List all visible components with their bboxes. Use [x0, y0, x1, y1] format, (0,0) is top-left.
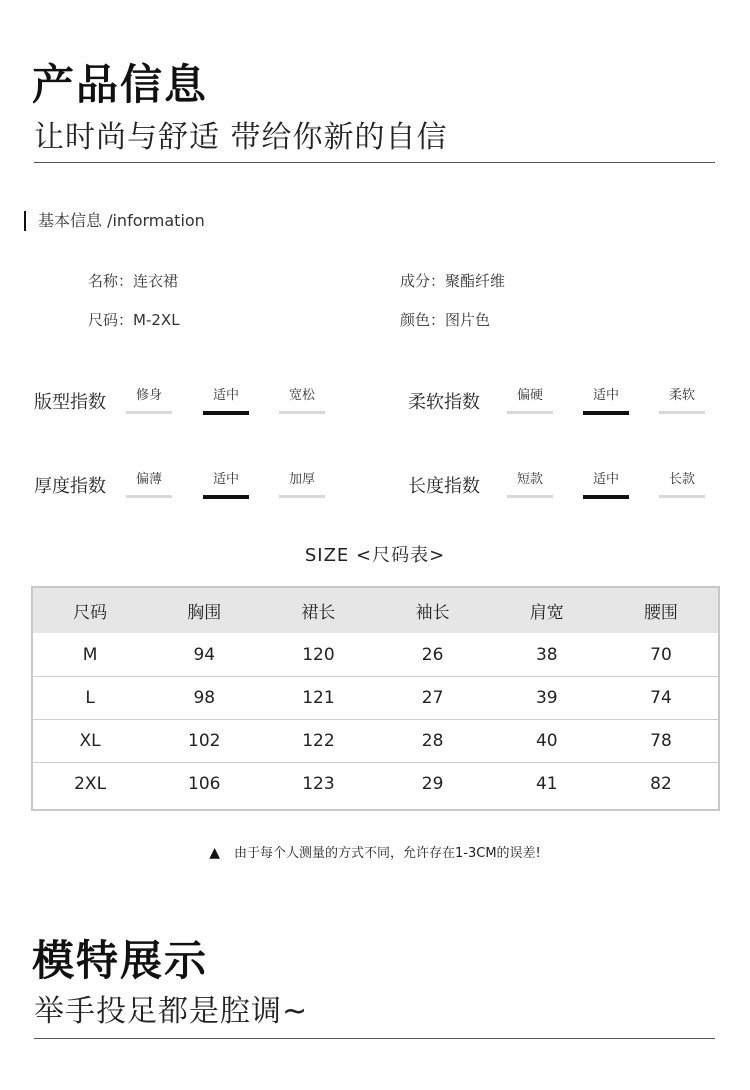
fit-index-label: 版型指数: [34, 392, 106, 413]
option-label: 适中: [212, 472, 239, 487]
option-bar: [203, 495, 249, 499]
table-header-cell: 胸围: [187, 603, 222, 623]
option-label: 加厚: [288, 472, 315, 487]
option-bar: [659, 411, 705, 414]
option-label: 适中: [592, 388, 619, 403]
option-label: 修身: [135, 388, 162, 403]
info-size: [88, 309, 180, 330]
table-cell: 106: [188, 774, 221, 794]
info-color: [400, 309, 490, 330]
table-cell: 41: [535, 774, 558, 794]
table-row: [33, 719, 718, 762]
option-label: 适中: [592, 472, 619, 487]
table-row: [33, 633, 718, 676]
table-cell: 38: [535, 644, 558, 665]
fit-option-slim: [126, 384, 172, 414]
table-cell: 122: [302, 731, 335, 751]
softness-option-soft: [659, 384, 705, 414]
measurement-notice: [0, 842, 750, 861]
table-cell: 40: [535, 731, 558, 751]
table-cell: M: [82, 644, 98, 665]
table-row: [33, 676, 718, 719]
table-cell: 39: [535, 688, 558, 708]
thickness-index-label: 厚度指数: [34, 476, 106, 497]
option-label: 长款: [668, 472, 695, 487]
table-cell: 82: [650, 774, 672, 794]
option-bar: [507, 411, 553, 414]
table-cell: 70: [650, 644, 672, 665]
table-row: [33, 762, 718, 805]
softness-index-label: 柔软指数: [408, 392, 480, 413]
table-header-cell: 肩宽: [529, 603, 564, 623]
table-cell: 78: [650, 731, 672, 751]
length-option-long: [659, 468, 705, 498]
table-cell: 29: [421, 774, 444, 794]
table-header-cell: 腰围: [643, 603, 678, 623]
length-option-short: [507, 468, 553, 498]
warning-icon: ▲: [209, 845, 221, 861]
length-option-medium: [583, 468, 629, 499]
info-label: 成分：: [400, 272, 446, 290]
table-header-cell: 尺码: [73, 603, 108, 623]
product-info-title: 产品信息: [32, 60, 209, 109]
table-cell: 2XL: [74, 774, 107, 794]
table-cell: 120: [302, 644, 335, 665]
info-value: 连衣裙: [133, 272, 179, 290]
table-cell: 26: [421, 644, 444, 665]
divider-line: [34, 162, 715, 163]
option-label: 宽松: [288, 388, 315, 403]
info-label: 颜色：: [400, 311, 446, 329]
model-show-subtitle: 举手投足都是腔调~: [34, 994, 309, 1029]
table-cell: 121: [302, 688, 335, 708]
info-value: M-2XL: [133, 311, 180, 329]
option-label: 短款: [516, 472, 543, 487]
table-cell: XL: [79, 731, 101, 751]
option-bar: [583, 495, 629, 499]
option-bar: [279, 411, 325, 414]
divider-line: [34, 1038, 715, 1039]
info-label: 尺码：: [88, 311, 134, 329]
option-bar: [126, 495, 172, 498]
option-bar: [507, 495, 553, 498]
table-cell: L: [85, 688, 95, 708]
softness-option-medium: [583, 384, 629, 415]
table-cell: 123: [302, 774, 335, 794]
table-cell: 27: [421, 688, 444, 708]
table-cell: 98: [193, 688, 216, 708]
table-cell: 102: [188, 731, 221, 751]
option-bar: [126, 411, 172, 414]
size-chart-title: SIZE <尺码表>: [304, 545, 446, 566]
option-bar: [583, 411, 629, 415]
info-label: 名称：: [88, 272, 134, 290]
option-bar: [203, 411, 249, 415]
length-index-label: 长度指数: [408, 476, 480, 497]
info-name: [88, 270, 178, 291]
thickness-option-medium: [203, 468, 249, 499]
softness-option-hard: [507, 384, 553, 414]
option-label: 偏硬: [516, 388, 543, 403]
info-value: 图片色: [445, 311, 491, 329]
option-label: 适中: [212, 388, 239, 403]
fit-option-loose: [279, 384, 325, 414]
table-cell: 74: [650, 688, 672, 708]
thickness-option-thin: [126, 468, 172, 498]
option-bar: [659, 495, 705, 498]
option-label: 柔软: [668, 388, 695, 403]
info-value: 聚酯纤维: [445, 272, 506, 290]
notice-text: 由于每个人测量的方式不同，允许存在1-3CM的误差!: [234, 846, 541, 861]
product-info-subtitle: 让时尚与舒适 带给你新的自信: [34, 120, 448, 155]
table-cell: 94: [193, 644, 216, 665]
info-material: [400, 270, 505, 291]
table-header-row: [33, 588, 718, 633]
table-header-cell: 袖长: [415, 603, 450, 623]
option-label: 偏薄: [135, 472, 162, 487]
fit-option-regular: [203, 384, 249, 415]
table-cell: 28: [421, 731, 444, 751]
model-show-title: 模特展示: [32, 936, 209, 985]
basic-info-heading: 基本信息 /information: [24, 211, 205, 231]
thickness-option-thick: [279, 468, 325, 498]
option-bar: [279, 495, 325, 498]
size-chart-table: [31, 586, 720, 811]
table-header-cell: 裙长: [301, 603, 336, 623]
